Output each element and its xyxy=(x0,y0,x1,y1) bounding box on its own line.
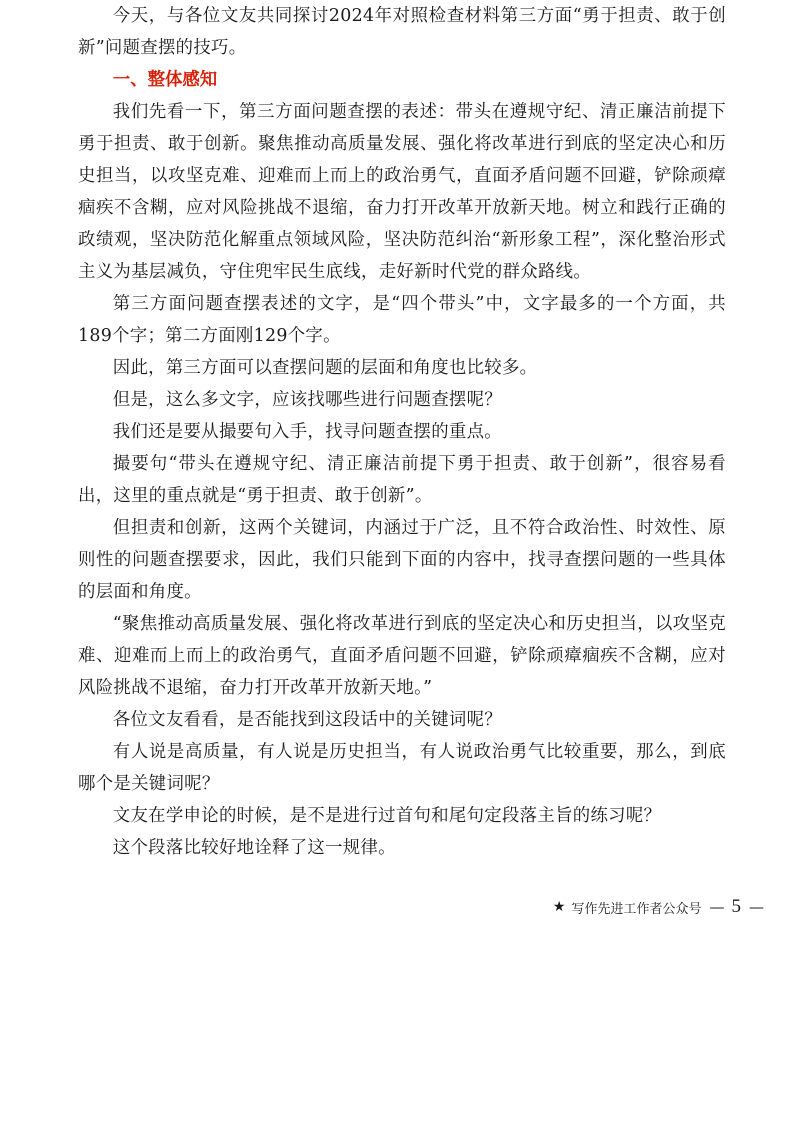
paragraph: 这个段落比较好地诠释了这一规律。 xyxy=(112,838,396,858)
section-heading: 一、整体感知 xyxy=(112,70,218,90)
star-icon: ★ xyxy=(552,899,566,915)
footer-dash-right: — xyxy=(749,898,763,916)
page-footer xyxy=(553,896,771,918)
footer-dash-left: — xyxy=(709,898,724,916)
paragraph: 有人说是高质量，有人说是历史担当，有人说政治勇气比较重要，那么，到底哪个是关键词呢？ xyxy=(78,742,726,794)
paragraph: 各位文友看看，是否能找到这段话中的关键词呢？ xyxy=(112,710,502,730)
paragraph: 因此，第三方面可以查摆问题的层面和角度也比较多。 xyxy=(112,358,538,378)
paragraph: 但担责和创新，这两个关键词，内涵过于广泛，且不符合政治性、时效性、原则性的问题查摆要求，因此，我们只能到下面的内容中，找寻查摆问题的一些具体的层面和角度。 xyxy=(78,518,726,602)
paragraph: 但是，这么多文字，应该找哪些进行问题查摆呢？ xyxy=(112,390,502,410)
footer-source: 写作先进工作者公众号 xyxy=(571,901,702,917)
paragraph-quote: “聚焦推动高质量发展、强化将改革进行到底的坚定决心和历史担当，以攻坚克难、迎难而上而上的政治勇气，直面矛盾问题不回避，铲除顽瘴痼疾不含糊，应对风险挑战不退缩，奋力打开改革开放新天地。” xyxy=(78,614,726,698)
page-number: 5 xyxy=(731,896,741,917)
paragraph: 撮要句“带头在遵规守纪、清正廉洁前提下勇于担责、敢于创新”，很容易看出，这里的重点就是“勇于担责、敢于创新”。 xyxy=(78,454,726,506)
paragraph: 文友在学申论的时候，是不是进行过首句和尾句定段落主旨的练习呢？ xyxy=(112,806,662,826)
paragraph: 我们先看一下，第三方面问题查摆的表述：带头在遵规守纪、清正廉洁前提下勇于担责、敢于创新。聚焦推动高质量发展、强化将改革进行到底的坚定决心和历史担当，以攻坚克难、迎难而上而上的政治勇气，直面矛盾问题不回避，铲除顽瘴痼疾不含糊，应对风险挑战不退缩，奋力打开改革开放新天地。树立和践行正确的政绩观，坚决防范化解重点领域风险，坚决防范纠治“新形象工程”，深化整治形式主义为基层减负，守住兜牢民生底线，走好新时代党的群众路线。 xyxy=(78,102,726,282)
paragraph-intro: 今天，与各位文友共同探讨2024年对照检查材料第三方面“勇于担责、敢于创新”问题查摆的技巧。 xyxy=(78,6,726,58)
paragraph: 第三方面问题查摆表述的文字，是“四个带头”中，文字最多的一个方面，共189个字；第二方面刚129个字。 xyxy=(78,294,726,346)
article-body xyxy=(78,0,726,864)
paragraph: 我们还是要从撮要句入手，找寻问题查摆的重点。 xyxy=(112,422,502,442)
